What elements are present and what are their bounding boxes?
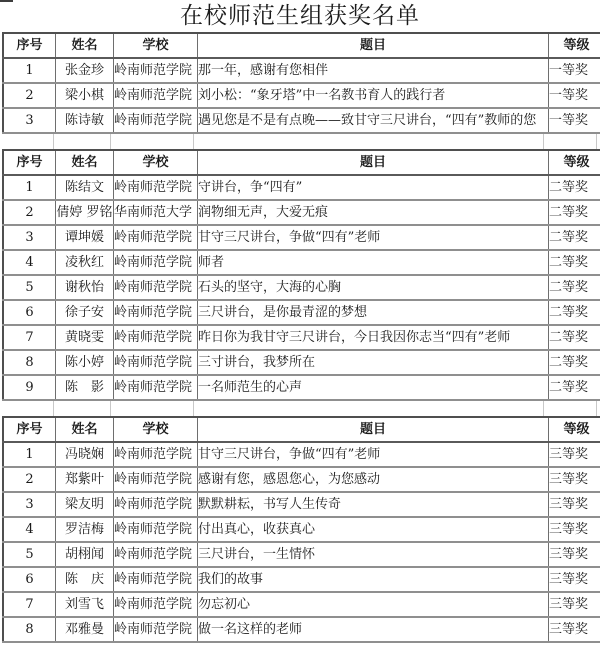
- cell-no: 5: [3, 542, 56, 567]
- table-row: [3, 325, 600, 350]
- cell-no: 3: [3, 108, 56, 133]
- cell-topic: 一名师范生的心声: [198, 375, 549, 400]
- third-prize-table: [2, 416, 600, 643]
- cell-no: 2: [3, 200, 56, 225]
- table-gap: [2, 401, 598, 416]
- table-body: [3, 442, 600, 642]
- cell-no: 8: [3, 350, 56, 375]
- cell-award: 一等奖: [549, 83, 600, 108]
- cell-topic: 勿忘初心: [198, 592, 549, 617]
- cell-award: 三等奖: [549, 467, 600, 492]
- column-header-topic: 题目: [198, 150, 549, 175]
- gridline: [596, 401, 597, 416]
- table-row: [3, 517, 600, 542]
- cell-award: 二等奖: [549, 325, 600, 350]
- cell-school: 岭南师范学院: [114, 375, 198, 400]
- cell-no: 8: [3, 617, 56, 642]
- cell-school: 岭南师范学院: [114, 592, 198, 617]
- cell-no: 6: [3, 567, 56, 592]
- cell-name: 谢秋怡: [56, 275, 114, 300]
- cell-name: 倩婷 罗铭: [56, 200, 114, 225]
- cell-award: 二等奖: [549, 200, 600, 225]
- cell-award: 二等奖: [549, 275, 600, 300]
- cell-award: 三等奖: [549, 442, 600, 467]
- cell-school: 岭南师范学院: [114, 617, 198, 642]
- cell-name: 罗洁梅: [56, 517, 114, 542]
- cell-no: 3: [3, 492, 56, 517]
- column-header-name: 姓名: [56, 150, 114, 175]
- second-prize-table: [2, 149, 600, 401]
- table-row: [3, 58, 600, 83]
- cell-name: 陈结文: [56, 175, 114, 200]
- table-row: [3, 350, 600, 375]
- cell-no: 7: [3, 325, 56, 350]
- table-gap: [2, 134, 598, 149]
- cell-no: 1: [3, 58, 56, 83]
- column-header-award: 等级: [549, 150, 600, 175]
- cell-name: 黄晓雯: [56, 325, 114, 350]
- gridline: [543, 134, 544, 149]
- column-header-topic: 题目: [198, 33, 549, 58]
- table-row: [3, 617, 600, 642]
- cell-school: 岭南师范学院: [114, 275, 198, 300]
- column-header-no: 序号: [3, 150, 56, 175]
- cell-name: 凌秋红: [56, 250, 114, 275]
- table-body: [3, 175, 600, 400]
- gridline: [543, 401, 544, 416]
- cell-award: 二等奖: [549, 350, 600, 375]
- cell-no: 2: [3, 83, 56, 108]
- cell-award: 二等奖: [549, 225, 600, 250]
- gridline: [110, 134, 111, 149]
- cell-no: 3: [3, 225, 56, 250]
- cell-name: 冯晓娴: [56, 442, 114, 467]
- cell-school: 岭南师范学院: [114, 325, 198, 350]
- cell-school: 岭南师范学院: [114, 58, 198, 83]
- table-row: [3, 275, 600, 300]
- column-header-award: 等级: [549, 417, 600, 442]
- cell-school: 岭南师范学院: [114, 175, 198, 200]
- gridline: [193, 401, 194, 416]
- cell-name: 徐子安: [56, 300, 114, 325]
- table-header: [3, 33, 600, 58]
- header-row: [3, 417, 600, 442]
- table-row: [3, 250, 600, 275]
- corner-line: [0, 0, 13, 2]
- cell-school: 华南师范大学: [114, 200, 198, 225]
- cell-name: 谭坤媛: [56, 225, 114, 250]
- cell-award: 二等奖: [549, 300, 600, 325]
- cell-topic: 付出真心，收获真心: [198, 517, 549, 542]
- table-row: [3, 200, 600, 225]
- cell-award: 三等奖: [549, 617, 600, 642]
- cell-name: 梁友明: [56, 492, 114, 517]
- cell-topic: 三尺讲台，一生情怀: [198, 542, 549, 567]
- table-row: [3, 175, 600, 200]
- column-header-school: 学校: [114, 417, 198, 442]
- table-row: [3, 567, 600, 592]
- table-row: [3, 108, 600, 133]
- column-header-award: 等级: [549, 33, 600, 58]
- cell-award: 三等奖: [549, 542, 600, 567]
- table-row: [3, 300, 600, 325]
- cell-topic: 做一名这样的老师: [198, 617, 549, 642]
- cell-topic: 甘守三尺讲台，争做“四有”老师: [198, 225, 549, 250]
- cell-name: 陈 庆: [56, 567, 114, 592]
- cell-no: 4: [3, 517, 56, 542]
- cell-no: 9: [3, 375, 56, 400]
- cell-topic: 那一年，感谢有您相伴: [198, 58, 549, 83]
- cell-topic: 刘小松：“象牙塔”中一名教书育人的践行者: [198, 83, 549, 108]
- cell-award: 二等奖: [549, 375, 600, 400]
- cell-name: 陈小婷: [56, 350, 114, 375]
- table-header: [3, 417, 600, 442]
- cell-topic: 石头的坚守，大海的心胸: [198, 275, 549, 300]
- cell-name: 胡栩闻: [56, 542, 114, 567]
- gridline: [193, 134, 194, 149]
- gridline: [110, 401, 111, 416]
- cell-topic: 三寸讲台，我梦所在: [198, 350, 549, 375]
- table-row: [3, 375, 600, 400]
- cell-school: 岭南师范学院: [114, 225, 198, 250]
- table-row: [3, 83, 600, 108]
- cell-topic: 昨日你为我甘守三尺讲台，今日我因你志当“四有”老师: [198, 325, 549, 350]
- cell-award: 三等奖: [549, 492, 600, 517]
- column-header-no: 序号: [3, 417, 56, 442]
- cell-name: 梁小棋: [56, 83, 114, 108]
- header-row: [3, 33, 600, 58]
- cell-award: 二等奖: [549, 250, 600, 275]
- cell-no: 1: [3, 442, 56, 467]
- cell-topic: 三尺讲台，是你最青涩的梦想: [198, 300, 549, 325]
- cell-award: 三等奖: [549, 567, 600, 592]
- column-header-school: 学校: [114, 150, 198, 175]
- cell-name: 郑紫叶: [56, 467, 114, 492]
- cell-name: 邓雅曼: [56, 617, 114, 642]
- cell-topic: 我们的故事: [198, 567, 549, 592]
- cell-school: 岭南师范学院: [114, 492, 198, 517]
- page-title: 在校师范生组获奖名单: [180, 3, 420, 29]
- table-row: [3, 592, 600, 617]
- cell-topic: 润物细无声，大爱无痕: [198, 200, 549, 225]
- cell-school: 岭南师范学院: [114, 83, 198, 108]
- header-row: [3, 150, 600, 175]
- cell-topic: 默默耕耘，书写人生传奇: [198, 492, 549, 517]
- table-body: [3, 58, 600, 133]
- cell-name: 刘雪飞: [56, 592, 114, 617]
- cell-topic: 遇见您是不是有点晚——致甘守三尺讲台，“四有”教师的您: [198, 108, 549, 133]
- cell-topic: 感谢有您，感恩您心，为您感动: [198, 467, 549, 492]
- cell-no: 7: [3, 592, 56, 617]
- cell-no: 4: [3, 250, 56, 275]
- cell-name: 陈诗敏: [56, 108, 114, 133]
- gridline: [53, 401, 54, 416]
- cell-award: 三等奖: [549, 592, 600, 617]
- column-header-school: 学校: [114, 33, 198, 58]
- column-header-name: 姓名: [56, 33, 114, 58]
- column-header-name: 姓名: [56, 417, 114, 442]
- cell-school: 岭南师范学院: [114, 517, 198, 542]
- table-row: [3, 225, 600, 250]
- table-header: [3, 150, 600, 175]
- cell-topic: 守讲台，争“四有”: [198, 175, 549, 200]
- first-prize-table: [2, 32, 600, 134]
- table-row: [3, 492, 600, 517]
- gridline: [53, 134, 54, 149]
- cell-topic: 甘守三尺讲台，争做“四有”老师: [198, 442, 549, 467]
- cell-award: 二等奖: [549, 175, 600, 200]
- cell-award: 一等奖: [549, 58, 600, 83]
- cell-school: 岭南师范学院: [114, 542, 198, 567]
- cell-award: 一等奖: [549, 108, 600, 133]
- cell-name: 张金珍: [56, 58, 114, 83]
- cell-award: 三等奖: [549, 517, 600, 542]
- table-row: [3, 442, 600, 467]
- cell-school: 岭南师范学院: [114, 250, 198, 275]
- table-row: [3, 467, 600, 492]
- cell-school: 岭南师范学院: [114, 108, 198, 133]
- cell-school: 岭南师范学院: [114, 300, 198, 325]
- cell-no: 1: [3, 175, 56, 200]
- cell-school: 岭南师范学院: [114, 442, 198, 467]
- cell-name: 陈 影: [56, 375, 114, 400]
- gridline: [596, 134, 597, 149]
- cell-school: 岭南师范学院: [114, 567, 198, 592]
- column-header-topic: 题目: [198, 417, 549, 442]
- cell-no: 6: [3, 300, 56, 325]
- column-header-no: 序号: [3, 33, 56, 58]
- cell-school: 岭南师范学院: [114, 467, 198, 492]
- cell-school: 岭南师范学院: [114, 350, 198, 375]
- cell-topic: 师者: [198, 250, 549, 275]
- cell-no: 5: [3, 275, 56, 300]
- cell-no: 2: [3, 467, 56, 492]
- table-row: [3, 542, 600, 567]
